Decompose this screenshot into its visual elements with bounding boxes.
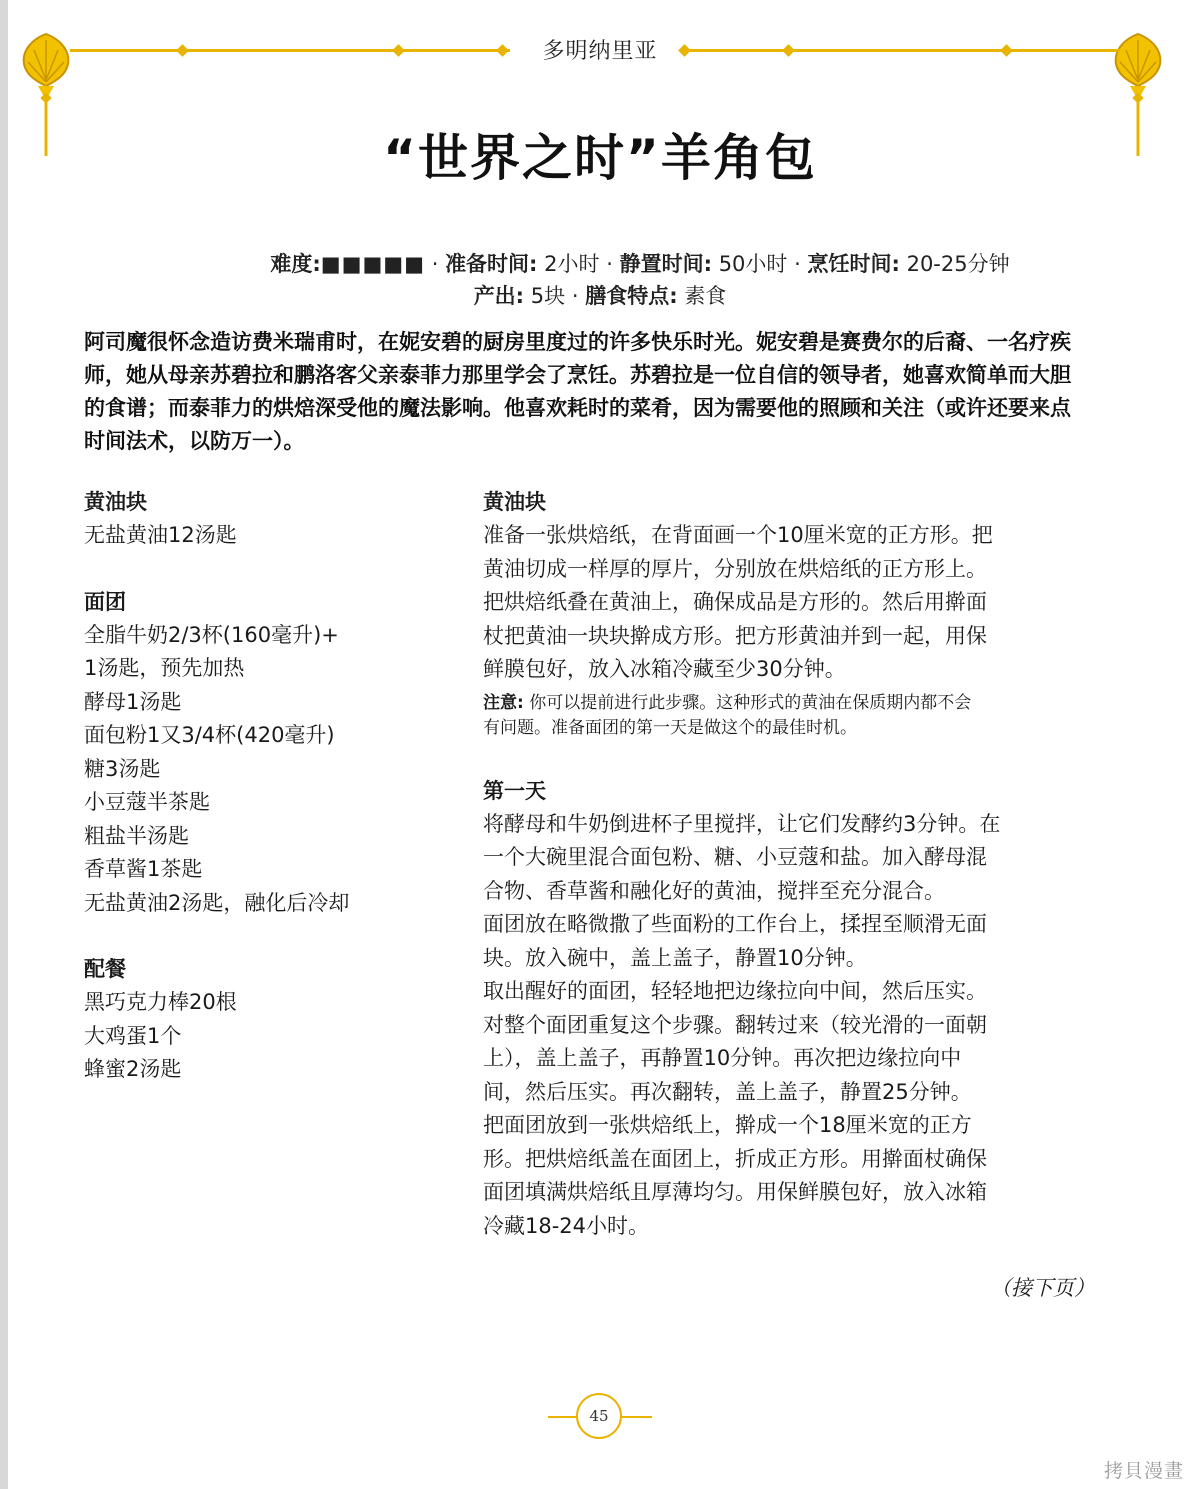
- step-line: 取出醒好的面团，轻轻地把边缘拉向中间，然后压实。: [483, 979, 987, 1003]
- recipe-meta-line-1: [0, 248, 1200, 278]
- rest-time-value: 50小时: [718, 252, 788, 276]
- step-line: 准备一张烘焙纸，在背面画一个10厘米宽的正方形。把: [483, 523, 993, 547]
- cook-time-label: 烹饪时间:: [807, 252, 900, 276]
- step-line: 面团填满烘焙纸且厚薄均匀。用保鲜膜包好，放入冰箱: [483, 1180, 987, 1204]
- step-line: 形。把烘焙纸盖在面团上，折成正方形。用擀面杖确保: [483, 1146, 987, 1171]
- ingredient-section-heading: 黄油块: [84, 490, 147, 514]
- step-line: 黄油切成一样厚的厚片，分别放在烘焙纸的正方形上。: [483, 556, 987, 581]
- step-line: 把烘焙纸叠在黄油上，确保成品是方形的。然后用擀面: [483, 590, 987, 614]
- ingredient-item: 黑巧克力棒20根: [84, 990, 237, 1014]
- ingredient-item: 全脂牛奶2/3杯(160毫升)+: [84, 622, 339, 647]
- ingredient-item: 1汤匙，预先加热: [84, 656, 245, 680]
- yield-value: 5块: [530, 284, 566, 308]
- step-line: 把面团放到一张烘焙纸上，擀成一个18厘米宽的正方: [483, 1113, 972, 1137]
- ingredient-item: 蜂蜜2汤匙: [84, 1057, 182, 1081]
- running-header: 多明纳里亚: [542, 39, 658, 64]
- step-line: 间，然后压实。再次翻转，盖上盖子，静置25分钟。: [483, 1079, 972, 1104]
- step-line: 面团放在略微撒了些面粉的工作台上，揉捏至顺滑无面: [483, 912, 987, 936]
- prep-time-value: 2小时: [544, 252, 600, 276]
- ingredient-item: 无盐黄油12汤匙: [84, 523, 237, 547]
- separator: ·: [606, 252, 613, 276]
- yield-label: 产出:: [473, 284, 525, 308]
- ingredient-item: 香草酱1茶匙: [84, 857, 203, 881]
- ingredient-item: 小豆蔻半茶匙: [84, 790, 210, 814]
- diet-label: 膳食特点:: [585, 284, 678, 308]
- ingredient-section-heading: 面团: [84, 589, 126, 614]
- footer-rule-right: [622, 1416, 652, 1418]
- ingredient-section-heading: 配餐: [84, 957, 126, 981]
- separator: ·: [571, 284, 579, 308]
- ingredient-item: 酵母1汤匙: [84, 689, 182, 714]
- step-line: 合物、香草酱和融化好的黄油，搅拌至充分混合。: [483, 878, 945, 903]
- separator: ·: [431, 252, 439, 276]
- footer-rule-left: [548, 1416, 578, 1418]
- recipe-title: “世界之时”羊角包: [383, 129, 817, 187]
- note-text: 你可以提前进行此步骤。这种形式的黄油在保质期内都不会: [523, 692, 972, 713]
- separator: ·: [794, 252, 801, 276]
- diet-value: 素食: [684, 284, 727, 308]
- continued-note: （接下页）: [990, 1276, 1095, 1300]
- step-line: 冷藏18-24小时。: [483, 1213, 650, 1238]
- step-line: 块。放入碗中，盖上盖子，静置10分钟。: [483, 945, 867, 970]
- ingredient-item: 无盐黄油2汤匙，融化后冷却: [84, 890, 350, 915]
- step-line: 一个大碗里混合面包粉、糖、小豆蔻和盐。加入酵母混: [483, 845, 987, 869]
- difficulty-label: 难度:: [270, 252, 321, 276]
- ingredients-column: [84, 486, 444, 1087]
- page-number: 45: [576, 1393, 622, 1439]
- page-edge: [0, 0, 8, 1489]
- step-line: 上），盖上盖子，再静置10分钟。再次把边缘拉向中: [483, 1046, 962, 1070]
- step-section-heading: 第一天: [483, 778, 546, 803]
- ingredient-item: 糖3汤匙: [84, 756, 161, 781]
- prep-time-label: 准备时间:: [445, 252, 538, 276]
- steps-column: [483, 486, 1113, 1243]
- step-line: 鲜膜包好，放入冰箱冷藏至少30分钟。: [483, 657, 846, 681]
- note-label: 注意:: [483, 692, 524, 713]
- ingredient-item: 大鸡蛋1个: [84, 1023, 182, 1048]
- cook-time-value: 20-25分钟: [906, 252, 1010, 276]
- watermark: 拷貝漫畫: [1104, 1460, 1185, 1482]
- note-text: 有问题。准备面团的第一天是做这个的最佳时机。: [483, 717, 857, 738]
- step-line: 杖把黄油一块块擀成方形。把方形黄油并到一起，用保: [483, 623, 987, 648]
- step-note: [483, 691, 1113, 741]
- rest-time-label: 静置时间:: [619, 252, 712, 276]
- step-line: 将酵母和牛奶倒进杯子里搅拌，让它们发酵约3分钟。在: [483, 811, 1001, 836]
- difficulty-rating: ■■■■■: [320, 252, 425, 276]
- intro-paragraph: 阿司魔很怀念造访费米瑞甫时，在妮安碧的厨房里度过的许多快乐时光。妮安碧是赛费尔的后裔、一名疗疾师，她从母亲苏碧拉和鹏洛客父亲泰菲力那里学会了烹饪。苏碧拉是一位自信的领导者，她喜欢简单而大胆的食谱；而泰菲力的烘焙深受他的魔法影响。他喜欢耗时的菜肴，因为需要他的照顾和关注（或许还要来点时间法术，以防万一）。: [84, 330, 1071, 453]
- recipe-meta-line-2: [0, 280, 1200, 310]
- step-line: 对整个面团重复这个步骤。翻转过来（较光滑的一面朝: [483, 1012, 987, 1037]
- step-section-heading: 黄油块: [483, 490, 546, 514]
- ingredient-item: 粗盐半汤匙: [84, 823, 189, 848]
- ingredient-item: 面包粉1又3/4杯(420毫升): [84, 723, 335, 747]
